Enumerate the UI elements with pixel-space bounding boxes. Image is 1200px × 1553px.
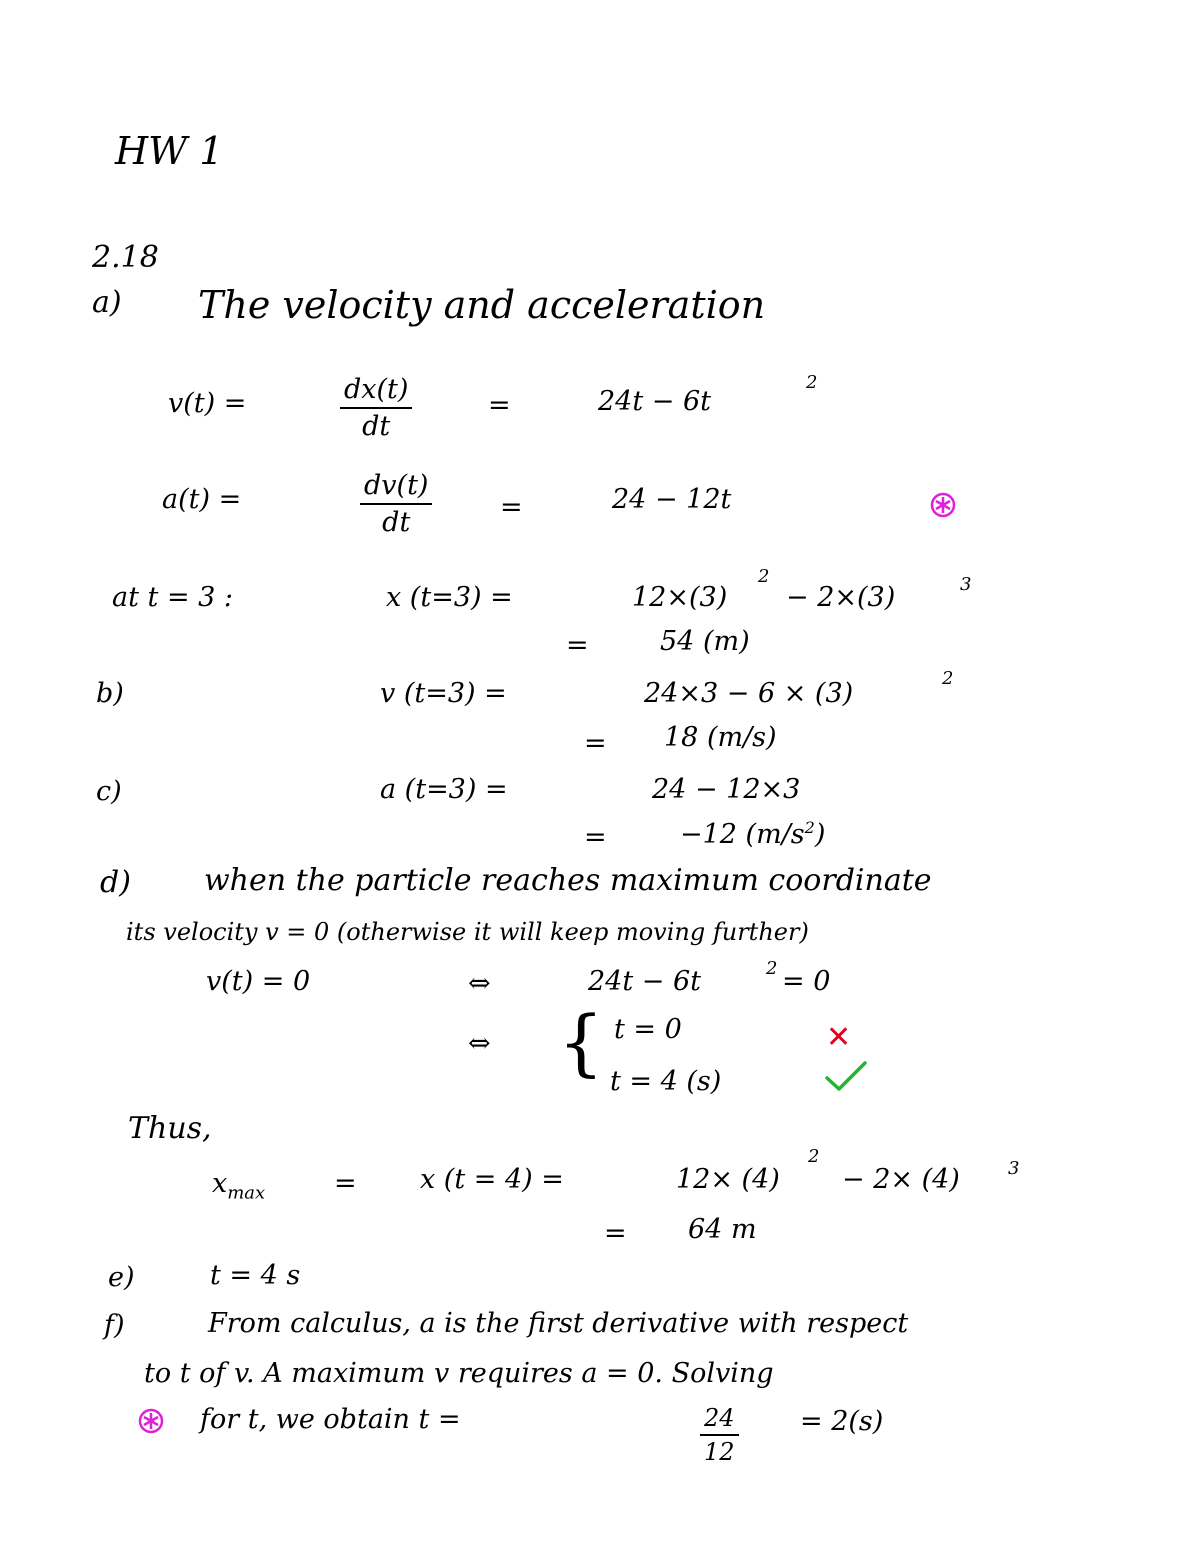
acceleration-t3-result xyxy=(680,820,825,848)
part-f-line2: to t of v. A maximum v requires a = 0. Solving xyxy=(144,1358,774,1389)
part-f-line1: From calculus, a is the first derivative with respect xyxy=(208,1308,909,1339)
part-f-fraction xyxy=(700,1404,739,1466)
xmax-result: 64 m xyxy=(688,1214,757,1245)
part-e-label: e) xyxy=(108,1262,135,1293)
velocity-lhs: v(t) = xyxy=(168,388,247,419)
position-t3-rhs-part1: 12×(3) xyxy=(632,582,728,613)
zero-velocity-lhs: v(t) = 0 xyxy=(206,966,311,997)
xmax-exponent2: 3 xyxy=(1008,1158,1020,1179)
acceleration-lhs: a(t) = xyxy=(162,484,242,515)
homework-title: HW 1 xyxy=(115,129,224,173)
zero-velocity-exponent: 2 xyxy=(766,958,778,979)
part-a-label: a) xyxy=(92,285,122,320)
acceleration-t3-result-main: −12 (m/s xyxy=(680,819,805,850)
iff-symbol-2: ⇔ xyxy=(468,1028,491,1059)
part-f-label: f) xyxy=(104,1310,125,1341)
acceleration-denominator: dt xyxy=(382,507,411,538)
acceleration-t3-result-close: ) xyxy=(814,819,826,850)
velocity-t3-lhs: v (t=3) = xyxy=(380,678,507,709)
acceleration-t3-result-exponent: 2 xyxy=(804,818,815,837)
case-t-zero: t = 0 xyxy=(614,1014,682,1045)
velocity-rhs: 24t − 6t xyxy=(598,386,712,417)
part-d-label: d) xyxy=(100,865,131,900)
iff-symbol-1: ⇔ xyxy=(468,968,491,999)
part-f-denominator: 12 xyxy=(704,1438,735,1466)
position-t3-exponent1: 2 xyxy=(758,566,770,587)
xmax-middle: x (t = 4) = xyxy=(420,1164,564,1195)
part-a-heading: The velocity and acceleration xyxy=(198,283,766,327)
velocity-t3-rhs: 24×3 − 6 × (3) xyxy=(644,678,854,709)
acceleration-equals: = xyxy=(500,492,523,523)
acceleration-t3-lhs: a (t=3) = xyxy=(380,774,508,805)
acceleration-t3-equals2: = xyxy=(584,822,607,853)
velocity-t3-exponent: 2 xyxy=(942,668,954,689)
at-t-3-label: at t = 3 : xyxy=(112,582,234,613)
acceleration-rhs: 24 − 12t xyxy=(612,484,732,515)
circled-asterisk-icon xyxy=(930,492,956,518)
thus-label: Thus, xyxy=(128,1111,212,1146)
velocity-equals: = xyxy=(488,390,511,421)
xmax-rhs-part2: − 2× (4) xyxy=(842,1164,960,1195)
part-d-line2: its velocity v = 0 (otherwise it will keep moving further) xyxy=(126,918,809,946)
acceleration-numerator: dv(t) xyxy=(360,470,432,505)
zero-velocity-rhs: 24t − 6t xyxy=(588,966,702,997)
zero-velocity-rhs-end: = 0 xyxy=(782,966,831,997)
part-f-numerator: 24 xyxy=(700,1404,739,1436)
cross-mark-icon: ✕ xyxy=(826,1020,852,1055)
velocity-numerator: dx(t) xyxy=(340,374,412,409)
part-c-label: c) xyxy=(96,776,122,807)
check-mark-icon xyxy=(824,1060,868,1092)
acceleration-fraction xyxy=(360,470,432,538)
position-t3-rhs-part2: − 2×(3) xyxy=(786,582,896,613)
velocity-denominator: dt xyxy=(362,411,391,442)
position-t3-exponent2: 3 xyxy=(960,574,972,595)
xmax-equals: = xyxy=(334,1168,357,1199)
problem-number: 2.18 xyxy=(92,240,159,275)
velocity-t3-result: 18 (m/s) xyxy=(664,722,777,753)
xmax-equals2: = xyxy=(604,1218,627,1249)
acceleration-t3-rhs: 24 − 12×3 xyxy=(652,774,801,805)
part-f-line3: for t, we obtain t = xyxy=(200,1404,461,1435)
position-t3-lhs: x (t=3) = xyxy=(386,582,513,613)
cases-brace: { xyxy=(558,1000,604,1084)
velocity-t3-equals2: = xyxy=(584,728,607,759)
case-t-four: t = 4 (s) xyxy=(610,1066,722,1097)
velocity-fraction xyxy=(340,374,412,442)
xmax-lhs xyxy=(212,1170,265,1202)
xmax-rhs-part1: 12× (4) xyxy=(676,1164,780,1195)
xmax-exponent1: 2 xyxy=(808,1146,820,1167)
part-d-line1: when the particle reaches maximum coordinate xyxy=(204,863,932,898)
circled-asterisk-icon xyxy=(138,1408,164,1434)
position-t3-result: 54 (m) xyxy=(660,626,750,657)
part-e-answer: t = 4 s xyxy=(210,1260,301,1291)
xmax-symbol: x xyxy=(212,1168,228,1199)
velocity-rhs-exponent: 2 xyxy=(806,372,818,393)
position-t3-equals2: = xyxy=(566,630,589,661)
part-f-result: = 2(s) xyxy=(800,1406,884,1437)
xmax-subscript: max xyxy=(227,1182,266,1204)
part-b-label: b) xyxy=(96,678,124,709)
